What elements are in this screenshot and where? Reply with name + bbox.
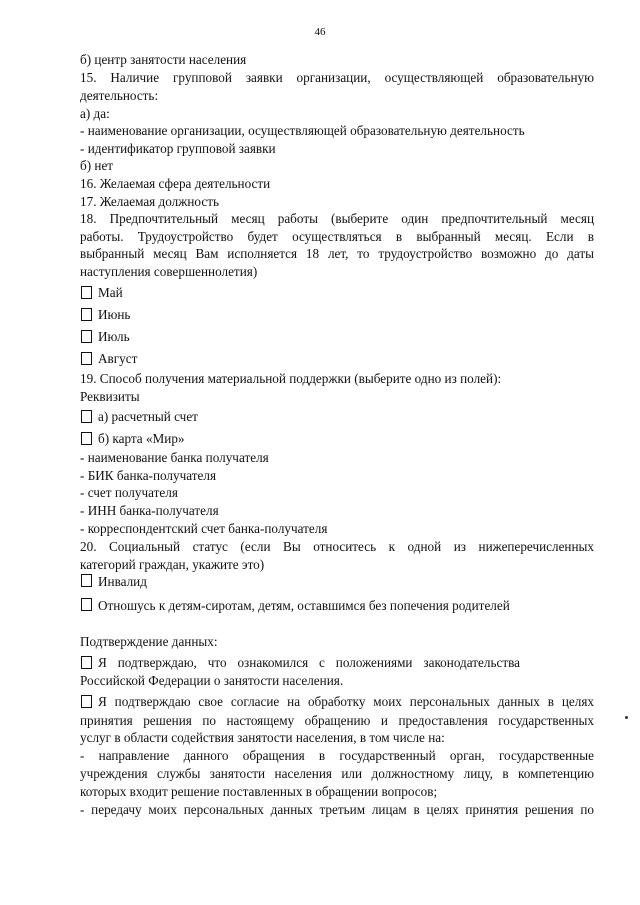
status-label: Инвалид bbox=[98, 574, 147, 589]
text-line: 16. Желаемая сфера деятельности bbox=[80, 176, 271, 191]
consent-text: Российской Федерации о занятости населения. bbox=[80, 673, 344, 688]
status-checkbox[interactable] bbox=[81, 598, 92, 611]
consent-text: - передачу моих персональных данных третьим лицам в целях принятия решения по bbox=[80, 802, 594, 817]
month-label: Август bbox=[98, 351, 138, 366]
text-line: б) центр занятости населения bbox=[80, 52, 247, 67]
text-line: 19. Способ получения материальной поддержки (выберите одно из полей): bbox=[80, 371, 502, 386]
text-line: - счет получателя bbox=[80, 485, 178, 500]
text-line: - БИК банка-получателя bbox=[80, 468, 217, 483]
month-checkbox[interactable] bbox=[81, 308, 92, 321]
text-line: а) да: bbox=[80, 106, 110, 121]
text-line: категорий граждан, укажите это) bbox=[80, 557, 265, 572]
text-line: - наименование банка получателя bbox=[80, 450, 269, 465]
payment-label: а) расчетный счет bbox=[98, 409, 198, 424]
consent-text: принятия решения по настоящему обращению и предоставления государственных bbox=[80, 713, 594, 728]
consent-text: которых входит решение поставленных в обращении вопросов; bbox=[80, 784, 438, 799]
consent-text: учреждения службы занятости населения или должностному лицу, в компетенцию bbox=[80, 766, 594, 781]
consent-text: услуг в области содействия занятости населения, в том числе на: bbox=[80, 730, 445, 745]
consent-text: Я подтверждаю, что ознакомился с положениями законодательства bbox=[98, 655, 520, 670]
month-label: Май bbox=[98, 285, 123, 300]
scan-speck bbox=[625, 716, 628, 719]
consent-text: Я подтверждаю свое согласие на обработку моих персональных данных в целях bbox=[98, 694, 594, 709]
page-number: 46 bbox=[314, 26, 326, 38]
section-heading: Подтверждение данных: bbox=[80, 634, 218, 649]
text-line: - ИНН банка-получателя bbox=[80, 503, 219, 518]
month-checkbox[interactable] bbox=[81, 286, 92, 299]
text-line: - корреспондентский счет банка-получателя bbox=[80, 521, 328, 536]
text-line: 15. Наличие групповой заявки организации, осуществляющей образовательную bbox=[80, 70, 594, 85]
text-line: наступления совершеннолетия) bbox=[80, 264, 258, 279]
month-checkbox[interactable] bbox=[81, 352, 92, 365]
consent-text: - направление данного обращения в государственный орган, государственные bbox=[80, 748, 594, 763]
text-line: - наименование организации, осуществляющей образовательную деятельность bbox=[80, 123, 525, 138]
status-label: Отношусь к детям-сиротам, детям, оставшимся без попечения родителей bbox=[98, 598, 510, 613]
text-line: 20. Социальный статус (если Вы относитесь к одной из нижеперечисленных bbox=[80, 539, 594, 554]
payment-checkbox[interactable] bbox=[81, 410, 92, 423]
status-checkbox[interactable] bbox=[81, 574, 92, 587]
text-line: 17. Желаемая должность bbox=[80, 194, 219, 209]
month-label: Июль bbox=[98, 329, 130, 344]
month-checkbox[interactable] bbox=[81, 330, 92, 343]
payment-checkbox[interactable] bbox=[81, 432, 92, 445]
consent-checkbox[interactable] bbox=[81, 695, 92, 708]
payment-label: б) карта «Мир» bbox=[98, 431, 185, 446]
text-line: Реквизиты bbox=[80, 389, 140, 404]
text-line: - идентификатор групповой заявки bbox=[80, 141, 276, 156]
text-line: работы. Трудоустройство будет осуществляться в выбранный месяц. Если в bbox=[80, 229, 594, 244]
text-line: деятельность: bbox=[80, 88, 159, 103]
month-label: Июнь bbox=[98, 307, 131, 322]
text-line: выбранный месяц Вам исполняется 18 лет, то трудоустройство возможно до даты bbox=[80, 246, 594, 261]
consent-checkbox[interactable] bbox=[81, 656, 92, 669]
text-line: 18. Предпочтительный месяц работы (выберите один предпочтительный месяц bbox=[80, 211, 594, 226]
text-line: б) нет bbox=[80, 158, 114, 173]
